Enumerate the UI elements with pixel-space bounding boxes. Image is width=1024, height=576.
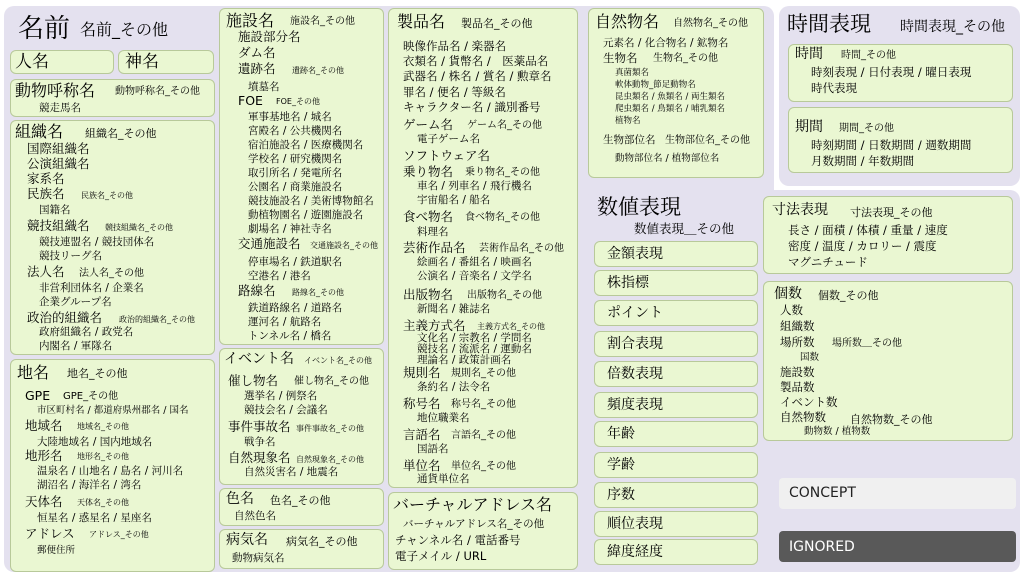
numex-count-place-other: 場所数＿その他 (832, 338, 902, 349)
numex-item-label: 株指標 (607, 275, 649, 291)
numex-item-label: 倍数表現 (607, 366, 663, 382)
time-box (788, 44, 1013, 102)
facility-foe: FOE (238, 93, 263, 108)
product-rule-other: 規則名_その他 (451, 368, 516, 379)
product-item: 公演名 / 音楽名 / 文学名 (417, 270, 532, 282)
numex-item: 施設数 (780, 365, 815, 379)
natobj-part-other: 生物部位名_その他 (665, 135, 750, 146)
numex-item-label: 割合表現 (607, 336, 663, 352)
time-other: 時間表現_その他 (900, 19, 1005, 35)
virtual-other: バーチャルアドレス名_その他 (403, 518, 545, 530)
color-box (219, 488, 384, 526)
god-box (118, 50, 214, 74)
product-doctrine: 主義方式名 (403, 318, 466, 333)
place-other: 地名_その他 (67, 367, 128, 380)
org-item: 企業グループ名 (39, 296, 112, 308)
event-other: イベント名_その他 (304, 356, 372, 365)
facility-box (219, 8, 384, 345)
numex-item-label: 金額表現 (607, 246, 663, 262)
virtual-item: チャンネル名 / 電話番号 (395, 533, 521, 547)
product-item: 料理名 (417, 226, 449, 238)
product-doctrine-other: 主義方式名_その他 (477, 322, 545, 331)
time-period-other: 期間_その他 (839, 123, 894, 134)
numex-count-other: 個数_その他 (818, 289, 879, 302)
facility-item: 動植物園名 / 遊園施設名 (248, 209, 364, 221)
place-box (10, 359, 215, 572)
numex-item-box (594, 511, 758, 537)
natobj-living-other: 生物名_その他 (653, 53, 718, 64)
product-item: 宇宙船名 / 船名 (417, 194, 491, 206)
event-natural-other: 自然現象名_その他 (296, 455, 364, 464)
product-item: 理論名 / 政策計画名 (417, 354, 512, 366)
numex-item-box (594, 300, 758, 326)
god-label: 神名 (125, 52, 159, 72)
event-box (219, 348, 384, 485)
place-astro: 天体名 (25, 494, 63, 509)
facility-item: 劇場名 / 神社寺名 (248, 223, 332, 235)
virtual-title: バーチャルアドレス名 (393, 495, 553, 514)
numex-item-box (594, 392, 758, 418)
numex-item: 国数 (800, 352, 820, 363)
facility-item: 鉄道路線名 / 道路名 (248, 302, 343, 314)
time-time: 時間 (795, 46, 823, 62)
org-title: 組織名 (15, 122, 64, 141)
event-meet: 催し物名 (228, 373, 279, 388)
virtual-box (388, 492, 578, 570)
org-item: 国際組織名 (27, 141, 90, 156)
product-item: キャラクター名 / 識別番号 (403, 100, 541, 114)
product-item: 車名 / 列車名 / 飛行機名 (417, 180, 532, 192)
numex-item-label: ポイント (607, 305, 663, 321)
numex-item: 組織数 (780, 319, 815, 333)
product-lang: 言語名 (403, 427, 441, 442)
product-pub: 出版物名 (403, 287, 454, 302)
org-corp-other: 法人名_その他 (79, 268, 144, 279)
place-title: 地名 (17, 363, 50, 382)
animal-title: 動物呼称名 (15, 81, 96, 100)
org-sports-other: 競技組織名_その他 (105, 223, 173, 232)
facility-route: 路線名 (238, 283, 276, 298)
ignored-label: IGNORED (789, 539, 855, 555)
facility-route-other: 路線名_その他 (292, 288, 344, 297)
numex-measure: 寸法表現 (772, 202, 828, 218)
ignored-legend (779, 531, 1016, 562)
numex-item-box (594, 270, 758, 296)
facility-item: 空港名 / 港名 (248, 270, 311, 282)
numex-item-label: 序数 (607, 487, 635, 503)
count-box (763, 281, 1013, 441)
person-box (10, 50, 114, 74)
place-region: 地域名 (25, 418, 63, 433)
numex-count: 個数 (774, 286, 802, 302)
facility-item: ダム名 (238, 45, 276, 60)
product-item: 国語名 (417, 443, 449, 455)
place-item: 郵便住所 (37, 545, 76, 556)
facility-title: 施設名 (226, 11, 275, 30)
place-terrain-other: 地形名_その他 (77, 452, 129, 461)
product-item: 絵画名 / 番組名 / 映画名 (417, 256, 532, 268)
product-item: 競技名 / 流派名 / 運動名 (417, 343, 532, 355)
product-game-other: ゲーム名_その他 (467, 120, 542, 131)
product-item: 衣類名 / 貨幣名 / 医薬品名 (403, 54, 549, 68)
product-other: 製品名_その他 (461, 17, 533, 30)
product-item: 条約名 / 法令名 (417, 381, 491, 393)
event-incident-other: 事件事故名_その他 (296, 424, 364, 433)
disease-item: 動物病気名 (232, 552, 285, 564)
facility-other: 施設名_その他 (290, 16, 355, 27)
event-title: イベント名 (224, 351, 294, 367)
numex-count-place: 場所数 (780, 335, 815, 349)
place-address-other: アドレス_その他 (89, 530, 149, 539)
virtual-item: 電子メイル / URL (395, 549, 487, 563)
facility-ruins: 遺跡名 (238, 61, 276, 76)
facility-item: 墳墓名 (248, 81, 280, 93)
color-other: 色名_その他 (270, 494, 331, 507)
org-sports: 競技組織名 (27, 218, 90, 233)
numex-item: 人数 (780, 303, 803, 317)
org-pol-other: 政治的組織名_その他 (119, 315, 195, 324)
product-title2: 称号名 (403, 396, 441, 411)
place-gpe-other: GPE_その他 (63, 391, 119, 402)
org-box (10, 120, 215, 355)
facility-item: 停車場名 / 鉄道駅名 (248, 256, 343, 268)
numex-item: マグニチュード (788, 255, 868, 269)
natobj-item: 植物名 (615, 116, 641, 126)
facility-item: 宮殿名 / 公共機関名 (248, 125, 343, 137)
numex-measure-other: 寸法表現_その他 (850, 206, 933, 219)
natobj-other: 自然物名_その他 (673, 18, 748, 29)
numex-item-label: 学齢 (607, 457, 635, 473)
facility-item: 競技施設名 / 美術博物館名 (248, 195, 374, 207)
org-item: 競技リーグ名 (39, 250, 102, 262)
natobj-item: 昆虫類名 / 魚類名 / 両生類名 (615, 92, 726, 102)
natobj-item: 軟体動物_節足動物名 (615, 80, 696, 90)
animal-other: 動物呼称名_その他 (115, 86, 200, 97)
product-unit: 単位名 (403, 458, 441, 473)
event-item: 戦争名 (244, 436, 276, 448)
product-food-other: 食べ物名_その他 (465, 212, 540, 223)
org-item: 内閣名 / 軍隊名 (39, 340, 113, 352)
org-item: 公演組織名 (27, 156, 90, 171)
facility-traffic-other: 交通施設名_その他 (310, 241, 378, 250)
numex-item: 動物数 / 植物数 (804, 426, 871, 437)
facility-traffic: 交通施設名 (238, 236, 301, 251)
period-box (788, 107, 1013, 173)
place-region-other: 地域名_その他 (77, 422, 129, 431)
name-other: 名前_その他 (80, 20, 169, 39)
product-rule: 規則名 (403, 365, 441, 380)
numex-item: 長さ / 面積 / 体積 / 重量 / 速度 (788, 223, 948, 237)
numex-item: イベント数 (780, 395, 838, 409)
product-item: 罪名 / 便名 / 等級名 (403, 85, 506, 99)
time-time-other: 時間_その他 (841, 50, 896, 61)
numex-item-label: 順位表現 (607, 516, 663, 532)
event-natural: 自然現象名 (228, 450, 291, 465)
natobj-title: 自然物名 (595, 12, 660, 31)
natobj-item: 真菌類名 (615, 68, 650, 78)
numex-item-box (594, 482, 758, 508)
event-item: 自然災害名 / 地震名 (244, 466, 339, 478)
event-item: 選挙名 / 例祭名 (244, 390, 318, 402)
numex-item-label: 年齢 (607, 426, 635, 442)
place-astro-other: 天体名_その他 (77, 498, 129, 507)
time-period: 期間 (795, 119, 823, 135)
facility-item: 宿泊施設名 / 医療機関名 (248, 139, 364, 151)
numex-item-box (594, 452, 758, 478)
product-item: 映像作品名 / 楽器名 (403, 39, 507, 53)
facility-foe-other: FOE_その他 (276, 97, 320, 106)
org-pol: 政治的組織名 (27, 310, 103, 325)
person-label: 人名 (15, 52, 49, 72)
org-item: 競技連盟名 / 競技団体名 (39, 236, 155, 248)
product-title: 製品名 (397, 12, 446, 31)
product-item: 文化名 / 宗教名 / 学問名 (417, 332, 532, 344)
numex-count-nat-other: 自然物数_その他 (850, 413, 933, 426)
org-item: 政府組織名 / 政党名 (39, 326, 134, 338)
place-item: 大陸地域名 / 国内地域名 (37, 436, 153, 448)
facility-item: 施設部分名 (238, 29, 301, 44)
name-title: 名前 (18, 14, 71, 44)
natobj-box (588, 8, 764, 178)
animal-item: 競走馬名 (39, 102, 81, 114)
place-item: 温泉名 / 山地名 / 島名 / 河川名 (37, 465, 184, 477)
product-vehicle: 乗り物名 (403, 164, 454, 179)
org-ethnic: 民族名 (27, 186, 65, 201)
product-unit-other: 単位名_その他 (451, 461, 516, 472)
place-item: 湖沼名 / 海洋名 / 湾名 (37, 479, 142, 491)
product-item: 電子ゲーム名 (417, 133, 480, 145)
numex-item-box (594, 421, 758, 447)
product-art-other: 芸術作品名_その他 (479, 243, 564, 254)
concept-legend (779, 478, 1016, 509)
product-pub-other: 出版物名_その他 (467, 290, 542, 301)
product-software: ソフトウェア名 (403, 148, 491, 163)
numex-item-box (594, 539, 758, 565)
facility-item: 公園名 / 商業施設名 (248, 181, 343, 193)
numex-item-label: 頻度表現 (607, 397, 663, 413)
product-art: 芸術作品名 (403, 240, 466, 255)
org-ethnic-other: 民族名_その他 (81, 191, 133, 200)
numex-item: 製品数 (780, 380, 815, 394)
place-gpe: GPE (25, 388, 51, 403)
product-vehicle-other: 乗り物名_その他 (465, 167, 540, 178)
org-item: 非営利団体名 / 企業名 (39, 282, 144, 294)
facility-item: 学校名 / 研究機関名 (248, 153, 343, 165)
natobj-item: 元素名 / 化合物名 / 鉱物名 (603, 37, 729, 49)
numex-item-box (594, 361, 758, 387)
numex-other: 数値表現＿その他 (634, 221, 735, 236)
event-incident: 事件事故名 (228, 419, 291, 434)
org-item: 家系名 (27, 171, 65, 186)
product-title2-other: 称号名_その他 (451, 399, 516, 410)
product-box (388, 8, 578, 488)
product-item: 新聞名 / 雑誌名 (417, 303, 491, 315)
product-food: 食べ物名 (403, 209, 454, 224)
numex-item-box (594, 331, 758, 357)
time-item: 時刻期間 / 日数期間 / 週数期間 (811, 138, 972, 152)
numex-item-label: 緯度経度 (607, 544, 663, 560)
facility-item: トンネル名 / 橋名 (248, 330, 332, 342)
measure-box (763, 196, 1013, 274)
disease-other: 病気名_その他 (286, 535, 358, 548)
time-item: 時刻表現 / 日付表現 / 曜日表現 (811, 65, 972, 79)
product-item: 地位職業名 (417, 412, 470, 424)
event-meet-other: 催し物名_その他 (294, 376, 369, 387)
natobj-living: 生物名 (603, 51, 638, 65)
product-lang-other: 言語名_その他 (451, 430, 516, 441)
product-game: ゲーム名 (403, 117, 454, 132)
place-address: アドレス (25, 526, 75, 541)
natobj-item: 動物部位名 / 植物部位名 (615, 153, 720, 164)
numex-count-nat: 自然物数 (780, 410, 826, 424)
org-corp: 法人名 (27, 264, 65, 279)
facility-item: 取引所名 / 発電所名 (248, 167, 343, 179)
place-item: 恒星名 / 惑星名 / 星座名 (37, 512, 152, 524)
place-item: 市区町村名 / 都道府県州郡名 / 国名 (37, 405, 189, 416)
product-item: 武器名 / 株名 / 賞名 / 勲章名 (403, 69, 552, 83)
facility-item: 運河名 / 航路名 (248, 316, 322, 328)
facility-item: 軍事基地名 / 城名 (248, 111, 332, 123)
color-item: 自然色名 (234, 510, 276, 522)
numex-title: 数値表現 (597, 195, 681, 219)
disease-box (219, 529, 384, 569)
facility-ruins-other: 遺跡名_その他 (292, 66, 344, 75)
time-item: 月数期間 / 年数期間 (811, 154, 915, 168)
numex-item-box (594, 241, 758, 267)
place-terrain: 地形名 (25, 448, 63, 463)
org-item: 国籍名 (39, 204, 71, 216)
org-other: 組織名_その他 (85, 127, 157, 140)
natobj-part: 生物部位名 (603, 134, 656, 146)
time-title: 時間表現 (787, 12, 871, 36)
disease-title: 病気名 (226, 532, 268, 548)
color-title: 色名 (226, 491, 254, 507)
time-item: 時代表現 (811, 81, 857, 95)
product-item: 通貨単位名 (417, 473, 470, 485)
natobj-item: 爬虫類名 / 鳥類名 / 哺乳類名 (615, 104, 726, 114)
event-item: 競技会名 / 会議名 (244, 404, 328, 416)
numex-item: 密度 / 温度 / カロリー / 震度 (788, 239, 937, 253)
concept-label: CONCEPT (789, 485, 856, 501)
animal-box (10, 79, 215, 117)
